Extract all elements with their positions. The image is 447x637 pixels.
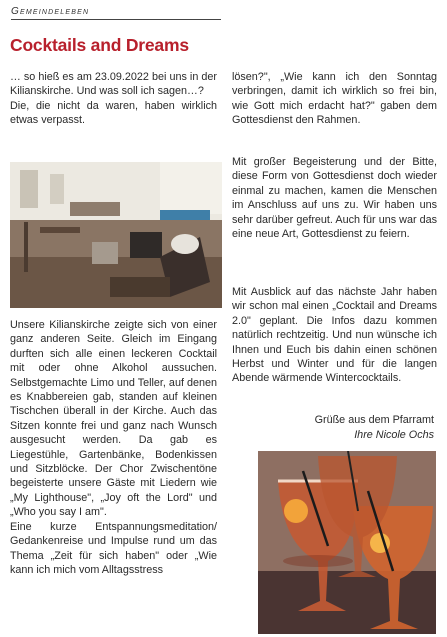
event-paragraph: Unsere Kilianskirche zeigte sich von einer ganz anderen Seite. Gleich im Eingang durften sich alle einen leckeren Cocktail mit oder ohne Alkohol aussuchen. Selbstgemachte Limo und Teller, auf denen es Knabbereien gab, standen auf kleinen Tischchen überall in der Kirche. Auch das Sitzen konnte frei und ganz nach Wunsch ausgesucht werden. Da gab es Liegestühle, Gartenbänke, Bodenkissen und Sitzblöcke. Der Chor Zwischentöne begeisterte unsere Gäste mit Liedern wie „My Lighthouse", „Joy oft the Lord" und „Who you say I am". xyxy=(10,319,217,519)
intro-text xyxy=(10,70,217,128)
church-event-photo xyxy=(10,162,222,308)
section-label: Gemeindeleben xyxy=(11,6,221,20)
signature-name: Ihre Nicole Ochs xyxy=(354,429,434,441)
intro-paragraph-1: … so hieß es am 23.09.2022 bei uns in der Kilianskirche. Und was soll ich sagen…? xyxy=(10,71,217,98)
cocktail-glasses-illustration xyxy=(258,451,436,634)
right-column-middle xyxy=(232,155,437,241)
article-headline: Cocktails and Dreams xyxy=(10,35,189,55)
church-event-illustration xyxy=(10,162,222,308)
event-description xyxy=(10,318,217,577)
closing-greeting: Grüße aus dem Pfarramt xyxy=(314,414,434,426)
outlook-paragraph: Mit Ausblick auf das nächste Jahr haben wir schon mal einen „Cocktail and Dreams 2.0" geplant. Die Infos dazu kommen natürlich rechtzeitig. Und nun wünsche ich Ihnen und Euch bis dahin einen schönen Herbst und Winter und für die langen Abende wärmende Wintercocktails. xyxy=(232,286,437,385)
continued-paragraph: lösen?", „Wie kann ich den Sonntag verbringen, damit ich wirklich so frei bin, wie Gott mich erdacht hat?" gaben dem Gottesdienst den Rahmen. xyxy=(232,71,437,127)
meditation-paragraph: Eine kurze Entspannungsmeditation/ Gedankenreise und Impulse rund um das Thema „Zeit für sich haben" oder „Wie kann ich mich vom Alltagsstress xyxy=(10,520,217,576)
right-column-outlook xyxy=(232,285,437,386)
feedback-paragraph: Mit großer Begeisterung und der Bitte, diese Form von Gottesdienst doch wieder einmal zu machen, kamen die Menschen im Anschluss auf uns zu. Wir haben uns sehr darüber gefreut. Auch für uns war das eine neue Art, Gottesdienst zu feiern. xyxy=(232,156,437,241)
intro-paragraph-2: Die, die nicht da waren, haben wirklich etwas verpasst. xyxy=(10,99,217,127)
cocktail-glasses-photo xyxy=(258,451,436,634)
right-column-top xyxy=(232,70,437,128)
